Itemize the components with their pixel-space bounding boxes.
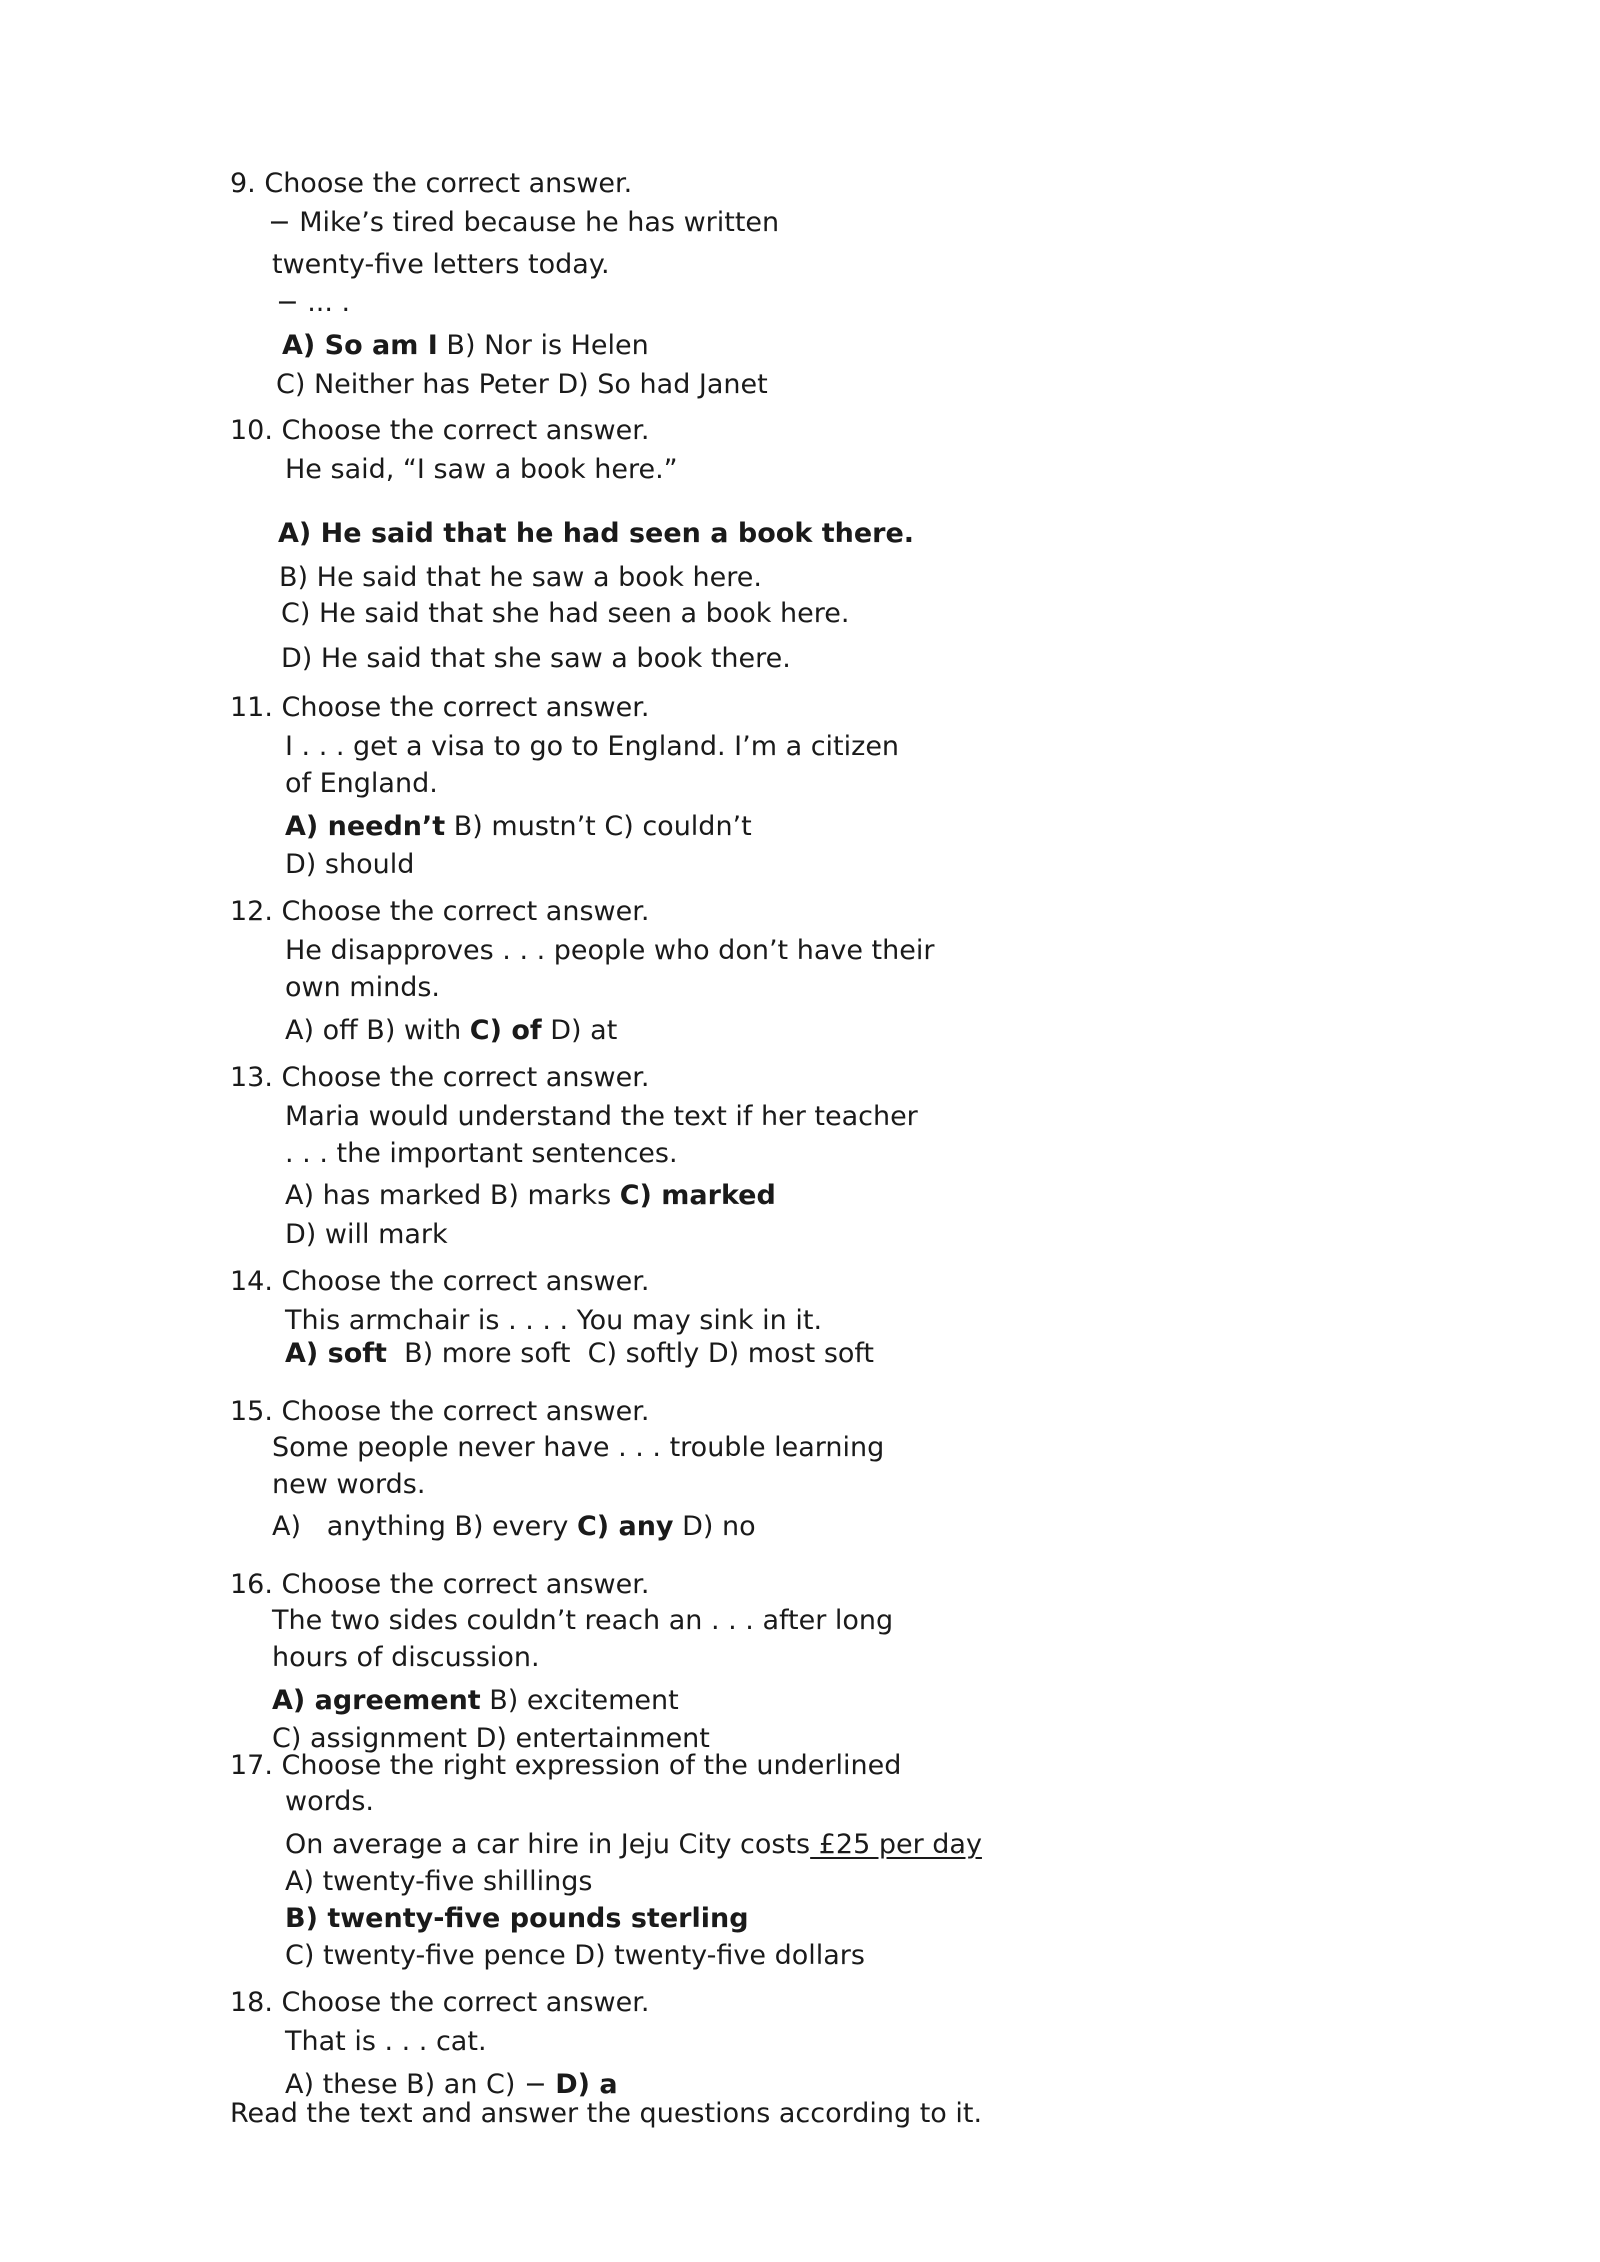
q11-heading: 11. Choose the correct answer. (230, 692, 650, 723)
q16-stem-line: The two sides couldn’t reach an . . . after long (272, 1605, 894, 1636)
q17-underlined-phrase: £25 per day (810, 1829, 982, 1860)
q9-options-cd[interactable]: C) Neither has Peter D) So had Janet (276, 369, 768, 400)
q12-heading: 12. Choose the correct answer. (230, 896, 650, 927)
q9-dialogue-line: − Mike’s tired because he has written (268, 207, 780, 238)
q17-heading: 17. Choose the right expression of the underlined (230, 1750, 902, 1781)
q17-heading-cont: words. (285, 1786, 375, 1817)
q17-stem-text: On average a car hire in Jeju City costs (285, 1829, 811, 1860)
q11-option-bc[interactable]: B) mustn’t C) couldn’t (445, 811, 752, 842)
q14-option-a-correct[interactable]: A) soft (285, 1338, 387, 1369)
q9-dialogue-reply: − ... . (276, 287, 351, 318)
q12-option-ab[interactable]: A) off B) with (285, 1015, 470, 1046)
q11-option-a-correct[interactable]: A) needn’t (285, 811, 446, 842)
q18-stem: That is . . . cat. (285, 2026, 487, 2057)
q10-heading: 10. Choose the correct answer. (230, 415, 650, 446)
q9-options-ab (282, 332, 649, 359)
q11-option-d[interactable]: D) should (285, 849, 415, 880)
q17-option-a[interactable]: A) twenty-five shillings (285, 1866, 593, 1897)
q15-options (272, 1513, 756, 1540)
q15-stem-line: Some people never have . . . trouble learning (272, 1432, 885, 1463)
q11-options-abc (285, 813, 752, 840)
q14-heading: 14. Choose the correct answer. (230, 1266, 650, 1297)
q9-heading: 9. Choose the correct answer. (230, 168, 633, 199)
q10-option-a-correct[interactable]: A) He said that he had seen a book there. (278, 518, 915, 549)
q13-options-abc (285, 1182, 776, 1209)
q15-stem-line: new words. (272, 1469, 426, 1500)
q13-option-ab[interactable]: A) has marked B) marks (285, 1180, 620, 1211)
q17-options-cd[interactable]: C) twenty-five pence D) twenty-five dollars (285, 1940, 865, 1971)
q16-options-ab (272, 1687, 679, 1714)
q12-options (285, 1017, 617, 1044)
q18-heading: 18. Choose the correct answer. (230, 1987, 650, 2018)
q10-option-d[interactable]: D) He said that she saw a book there. (281, 643, 791, 674)
q15-option-ab[interactable]: A) anything B) every (272, 1511, 577, 1542)
q14-stem: This armchair is . . . . You may sink in it. (285, 1305, 823, 1336)
q10-option-c[interactable]: C) He said that she had seen a book here. (281, 598, 850, 629)
q15-option-c-correct[interactable]: C) any (576, 1511, 674, 1542)
q11-stem-line: I . . . get a visa to go to England. I’m a citizen (285, 731, 900, 762)
q12-option-d[interactable]: D) at (541, 1015, 618, 1046)
q16-stem-line: hours of discussion. (272, 1642, 540, 1673)
q17-stem (285, 1831, 982, 1858)
q17-option-b-correct[interactable]: B) twenty-five pounds sterling (285, 1903, 749, 1934)
reading-instruction: Read the text and answer the questions according to it. (230, 2098, 983, 2129)
q13-stem-line: Maria would understand the text if her teacher (285, 1101, 918, 1132)
q18-option-d-correct[interactable]: D) a (555, 2069, 618, 2100)
q12-option-c-correct[interactable]: C) of (469, 1015, 542, 1046)
q16-option-a-correct[interactable]: A) agreement (272, 1685, 481, 1716)
q13-heading: 13. Choose the correct answer. (230, 1062, 650, 1093)
q9-dialogue-line: twenty-five letters today. (272, 249, 610, 280)
q16-heading: 16. Choose the correct answer. (230, 1569, 650, 1600)
q11-stem-line: of England. (285, 768, 438, 799)
q13-option-c-correct[interactable]: C) marked (619, 1180, 776, 1211)
q9-option-a-correct[interactable]: A) So am I (282, 330, 438, 361)
q13-stem-line: . . . the important sentences. (285, 1138, 678, 1169)
q16-option-b[interactable]: B) excitement (480, 1685, 679, 1716)
q18-options (285, 2071, 618, 2098)
q15-option-d[interactable]: D) no (673, 1511, 756, 1542)
q13-option-d[interactable]: D) will mark (285, 1219, 448, 1250)
q14-option-bcd[interactable]: B) more soft C) softly D) most soft (386, 1338, 875, 1369)
q10-option-b[interactable]: B) He said that he saw a book here. (279, 562, 762, 593)
q10-stem: He said, “I saw a book here.” (285, 454, 678, 485)
q12-stem-line: own minds. (285, 972, 440, 1003)
q12-stem-line: He disapproves . . . people who don’t have their (285, 935, 935, 966)
q9-option-b[interactable]: B) Nor is Helen (437, 330, 649, 361)
q18-option-abc[interactable]: A) these B) an C) − (285, 2069, 556, 2100)
q16-options-cd[interactable]: C) assignment D) entertainment (272, 1723, 710, 1754)
q14-options (285, 1340, 874, 1367)
q15-heading: 15. Choose the correct answer. (230, 1396, 650, 1427)
